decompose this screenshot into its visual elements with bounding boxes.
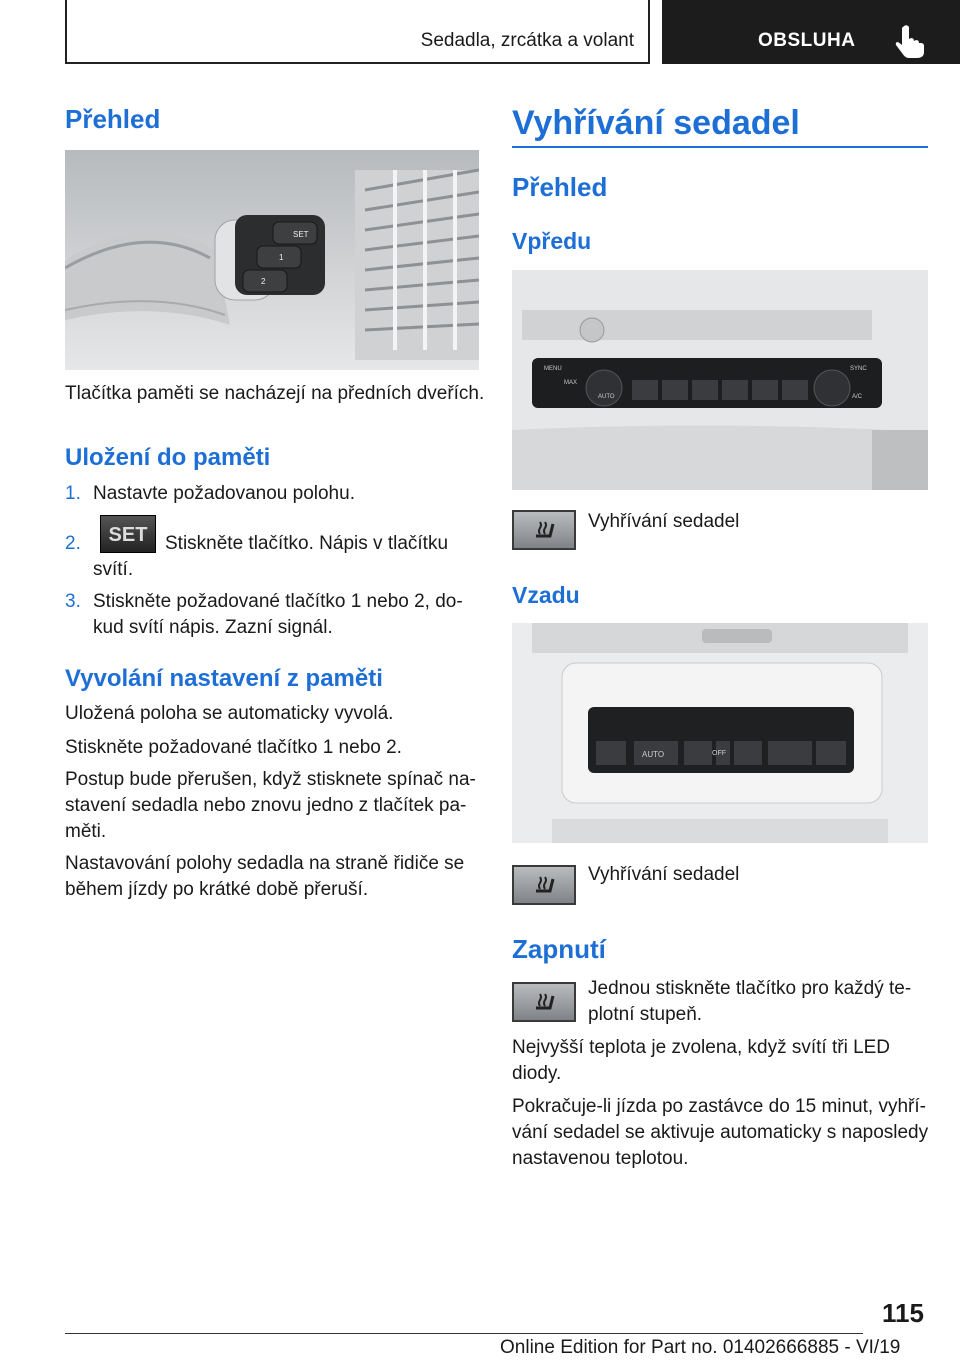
door-memory-buttons-photo [65,150,479,370]
front-icon-caption: Vyhřívání sedadel [588,511,740,532]
page-number: 115 [882,1298,924,1328]
front-photo-ac-label: A/C [852,394,863,400]
seat-heating-front-icon [512,510,576,550]
door-photo-caption: Tlačítka paměti se nacházejí na předních dveřích. [65,383,485,404]
rear-photo-auto-label: AUTO [642,750,665,759]
seat-heating-rear-icon [512,865,576,905]
switch-on-icon-text-line2: plotní stupeň. [588,1004,703,1025]
step-3-text: Stiskněte požadované tlačítko 1 nebo 2, do- [93,591,463,612]
recall-p4-line1: Nastavování polohy sedadla na straně řidiče se [65,853,465,874]
header-section-title: Sedadla, zrcátka a volant [420,30,634,51]
store-heading: Uložení do paměti [65,444,271,471]
step-2-text: Stiskněte tlačítko. Nápis v tlačítku [165,533,449,554]
rear-heading: Vzadu [512,582,580,608]
header-section-box [65,0,650,64]
recall-p2: Stiskněte požadované tlačítko 1 nebo 2. [65,737,402,758]
switch-on-icon-text-line1: Jednou stiskněte tlačítko pro každý te- [588,978,912,999]
recall-p3-line2: stavení sedadla nebo znovu jedno z tlačítek pa- [65,795,467,816]
switch-on-p2-line1: Pokračuje-li jízda po zastávce do 15 minut, vyhří- [512,1096,926,1117]
set-button-icon: SET [100,515,156,553]
step-2-number: 2. [65,533,81,554]
recall-p3-line1: Postup bude přerušen, když stisknete spínač na- [65,769,476,790]
switch-on-p2-line3: nastavenou teplotou. [512,1148,689,1169]
switch-on-heading: Zapnutí [512,934,606,964]
pointing-hand-icon [894,24,924,58]
front-heading: Vpředu [512,228,592,254]
recall-p4-line2: během jízdy po krátké době přeruší. [65,879,369,900]
photo-two-label: 2 [261,277,266,286]
step-1-text: Nastavte požadovanou polohu. [93,483,355,504]
rear-icon-caption: Vyhřívání sedadel [588,864,740,885]
step-1-number: 1. [65,483,81,504]
seat-heating-title: Vyhřívání sedadel [512,104,800,142]
front-photo-max-label: MAX [564,380,578,386]
recall-heading: Vyvolání nastavení z paměti [65,665,383,692]
switch-on-p1-line1: Nejvyšší teplota je zvolena, když svítí tři LED [512,1037,891,1058]
title-underline [512,146,928,148]
recall-p3-line3: měti. [65,821,107,842]
rear-photo-off-label: OFF [712,750,726,757]
front-photo-menu-label: MENU [544,366,562,372]
footer-edition: Online Edition for Part no. 01402666885 - VI/19 [500,1337,901,1358]
step-3-text-cont: kud svítí nápis. Zazní signál. [93,617,333,638]
overview-heading: Přehled [65,104,161,134]
photo-one-label: 1 [279,253,284,262]
front-photo-auto-label: AUTO [598,394,615,400]
header-chapter-title: OBSLUHA [758,30,856,51]
photo-set-label: SET [293,230,309,239]
front-climate-panel-photo [512,270,928,490]
seat-heating-on-icon [512,982,576,1022]
footer-rule [65,1333,863,1334]
step-3-number: 3. [65,591,81,612]
switch-on-p1-line2: diody. [512,1063,562,1084]
step-2-text-cont: svítí. [93,559,134,580]
right-overview-heading: Přehled [512,172,608,202]
front-photo-sync-label: SYNC [850,366,867,372]
switch-on-p2-line2: vání sedadel se aktivuje automaticky s naposledy [512,1122,929,1143]
header-chapter-box [662,0,960,64]
rear-climate-panel-photo [512,623,928,843]
recall-p1: Uložená poloha se automaticky vyvolá. [65,703,394,724]
